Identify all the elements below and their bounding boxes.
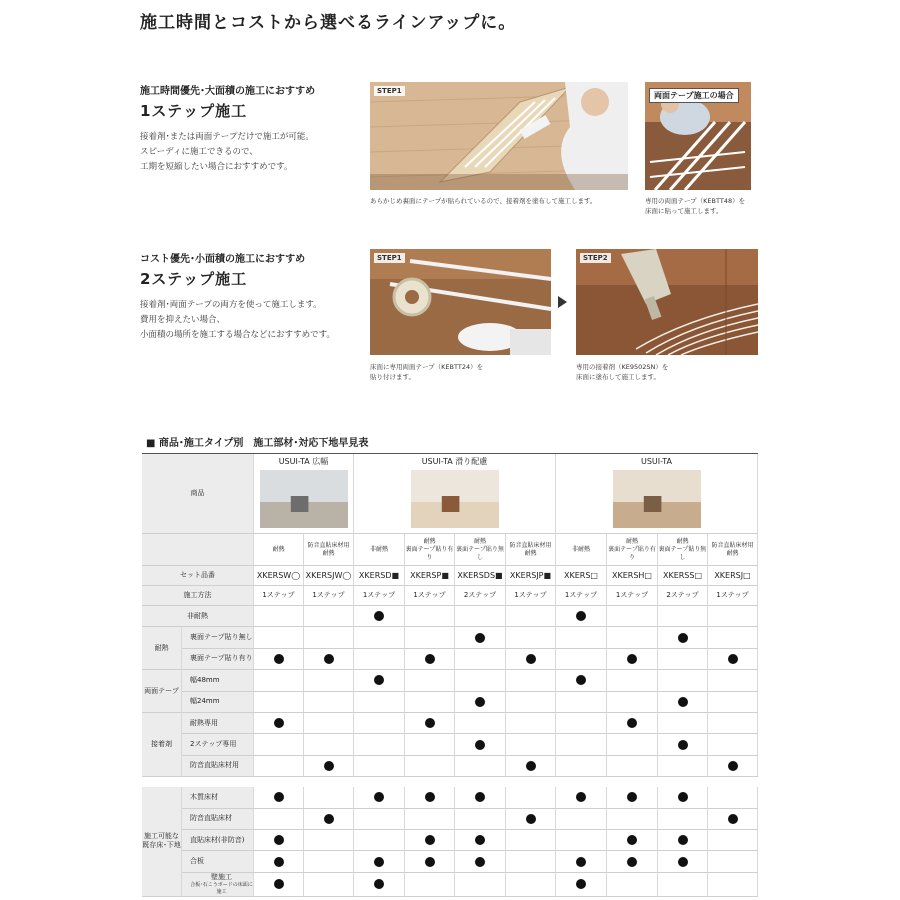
available-dot-icon — [576, 857, 586, 867]
type-cell: 非耐熱 — [354, 534, 405, 566]
mark-cell — [405, 606, 455, 627]
mark-cell — [556, 830, 607, 851]
step1-floor-photo — [370, 82, 628, 190]
available-dot-icon — [324, 761, 334, 771]
mark-cell — [455, 713, 506, 734]
available-dot-icon — [425, 857, 435, 867]
set-code-cell: XKERSW◯ — [254, 566, 304, 586]
mark-cell — [354, 830, 405, 851]
method-cell: 2ステップ — [658, 586, 708, 606]
mark-cell — [556, 809, 607, 830]
step1-caption: あらかじめ裏面にテープが貼られているので、接着剤を塗布して施工します。 — [370, 197, 597, 205]
mark-cell — [607, 787, 658, 808]
mark-cell — [254, 606, 304, 627]
set-code-cell: XKERSP■ — [405, 566, 455, 586]
row-label-cell: 防音直貼床材 — [182, 809, 254, 830]
mark-cell — [405, 830, 455, 851]
row-label-cell: 防音直貼床材用 — [182, 756, 254, 777]
row-label-cell: 幅48mm — [182, 670, 254, 691]
mark-cell — [405, 692, 455, 713]
mark-cell — [254, 830, 304, 851]
available-dot-icon — [627, 654, 637, 664]
mark-cell — [658, 756, 708, 777]
mark-cell — [658, 851, 708, 872]
product-group-cell — [354, 454, 556, 534]
row-sublabel-text: 合板･石こうボードの床面に施工 — [190, 881, 253, 895]
product-group-name: USUI-TA 広幅 — [278, 457, 329, 466]
mark-cell — [708, 809, 758, 830]
section2-step2-label: STEP2 — [580, 253, 611, 263]
step1-tape-photo — [370, 249, 551, 355]
mark-cell — [354, 734, 405, 755]
mark-cell — [708, 756, 758, 777]
mark-cell — [455, 851, 506, 872]
available-dot-icon — [728, 814, 738, 824]
available-dot-icon — [425, 718, 435, 728]
mark-cell — [304, 692, 354, 713]
product-group-name: USUI-TA — [640, 457, 673, 466]
available-dot-icon — [728, 761, 738, 771]
mark-cell — [556, 713, 607, 734]
mark-cell — [405, 734, 455, 755]
mark-cell — [607, 649, 658, 670]
row-group-cell: 施工可能な 既存床･下地 — [142, 787, 182, 897]
mark-cell — [658, 830, 708, 851]
next-step-arrow-icon — [558, 296, 567, 308]
method-cell: 1ステップ — [354, 586, 405, 606]
mark-cell — [556, 670, 607, 691]
mark-cell — [455, 692, 506, 713]
mark-cell — [506, 627, 556, 648]
mark-cell — [354, 809, 405, 830]
mark-cell — [708, 851, 758, 872]
set-code-cell: XKERSJW◯ — [304, 566, 354, 586]
mark-cell — [254, 787, 304, 808]
row-group-cell: 耐熱 — [142, 627, 182, 670]
mark-cell — [455, 809, 506, 830]
section1-title: 1ステップ施工 — [140, 102, 248, 120]
mark-cell — [607, 809, 658, 830]
mark-cell — [556, 851, 607, 872]
mark-cell — [354, 692, 405, 713]
mark-cell — [405, 713, 455, 734]
mark-cell — [708, 692, 758, 713]
mark-cell — [455, 627, 506, 648]
available-dot-icon — [576, 879, 586, 889]
mark-cell — [405, 756, 455, 777]
mark-cell — [506, 873, 556, 897]
mark-cell — [607, 713, 658, 734]
available-dot-icon — [475, 857, 485, 867]
available-dot-icon — [274, 835, 284, 845]
available-dot-icon — [678, 633, 688, 643]
mark-cell — [304, 606, 354, 627]
mark-cell — [658, 713, 708, 734]
available-dot-icon — [627, 835, 637, 845]
mark-cell — [506, 809, 556, 830]
mark-cell — [658, 787, 708, 808]
mark-cell — [254, 851, 304, 872]
product-header-cell: 商品 — [142, 454, 254, 534]
method-cell: 1ステップ — [556, 586, 607, 606]
product-room-photo — [260, 470, 348, 528]
mark-cell — [304, 787, 354, 808]
mark-cell — [708, 787, 758, 808]
mark-cell — [254, 713, 304, 734]
type-cell: 耐熱 裏面テープ貼り無し — [455, 534, 506, 566]
mark-cell — [304, 734, 354, 755]
mark-cell — [354, 606, 405, 627]
mark-cell — [556, 649, 607, 670]
step2-adhesive-photo — [576, 249, 758, 355]
row-label-cell: 非耐熱 — [142, 606, 254, 627]
set-code-cell: XKERSDS■ — [455, 566, 506, 586]
mark-cell — [354, 649, 405, 670]
method-cell: 1ステップ — [304, 586, 354, 606]
row-label-cell: 裏面テープ貼り無し — [182, 627, 254, 648]
mark-cell — [506, 756, 556, 777]
available-dot-icon — [475, 835, 485, 845]
page-title: 施工時間とコストから選べるラインアップに。 — [140, 13, 517, 33]
row-label-cell — [182, 873, 254, 897]
mark-cell — [405, 627, 455, 648]
mark-cell — [607, 851, 658, 872]
section2-subtitle: コスト優先･小面積の施工におすすめ — [140, 254, 306, 265]
mark-cell — [556, 606, 607, 627]
mark-cell — [658, 670, 708, 691]
step1-label: STEP1 — [374, 86, 405, 96]
mark-cell — [658, 692, 708, 713]
set-code-cell: XKERSH□ — [607, 566, 658, 586]
mark-cell — [455, 756, 506, 777]
mark-cell — [304, 851, 354, 872]
mark-cell — [506, 692, 556, 713]
mark-cell — [254, 873, 304, 897]
mark-cell — [455, 649, 506, 670]
mark-cell — [254, 809, 304, 830]
row-label-cell: 直貼床材(非防音) — [182, 830, 254, 851]
mark-cell — [658, 606, 708, 627]
mark-cell — [607, 873, 658, 897]
mark-cell — [304, 627, 354, 648]
method-cell: 2ステップ — [455, 586, 506, 606]
mark-cell — [455, 873, 506, 897]
type-cell: 防音直貼床材用 耐熱 — [304, 534, 354, 566]
mark-cell — [607, 606, 658, 627]
set-code-cell: XKERS□ — [556, 566, 607, 586]
mark-cell — [658, 649, 708, 670]
mark-cell — [556, 756, 607, 777]
mark-cell — [354, 873, 405, 897]
mark-cell — [405, 809, 455, 830]
mark-cell — [506, 787, 556, 808]
method-cell: 1ステップ — [708, 586, 758, 606]
mark-cell — [354, 756, 405, 777]
method-cell: 1ステップ — [607, 586, 658, 606]
available-dot-icon — [425, 654, 435, 664]
available-dot-icon — [576, 675, 586, 685]
mark-cell — [556, 787, 607, 808]
product-group-cell — [556, 454, 758, 534]
available-dot-icon — [526, 654, 536, 664]
mark-cell — [304, 756, 354, 777]
type-header-cell — [142, 534, 254, 566]
mark-cell — [254, 670, 304, 691]
available-dot-icon — [627, 792, 637, 802]
available-dot-icon — [475, 633, 485, 643]
available-dot-icon — [374, 879, 384, 889]
row-label-cell: 耐熱専用 — [182, 713, 254, 734]
mark-cell — [708, 649, 758, 670]
available-dot-icon — [274, 857, 284, 867]
row-group-cell: 接着剤 — [142, 713, 182, 777]
set-code-label: セット品番 — [142, 566, 254, 586]
row-label-cell: 2ステップ専用 — [182, 734, 254, 755]
mark-cell — [354, 851, 405, 872]
mark-cell — [708, 734, 758, 755]
section1-subtitle: 施工時間優先･大面積の施工におすすめ — [140, 86, 316, 97]
product-group-name: USUI-TA 滑り配慮 — [421, 457, 488, 466]
available-dot-icon — [425, 835, 435, 845]
mark-cell — [708, 606, 758, 627]
available-dot-icon — [678, 835, 688, 845]
mark-cell — [455, 830, 506, 851]
section2-step2-caption: 専用の接着剤（KE9502SN）を 床面に塗布して施工します。 — [576, 363, 669, 381]
available-dot-icon — [274, 718, 284, 728]
available-dot-icon — [678, 697, 688, 707]
mark-cell — [506, 649, 556, 670]
mark-cell — [254, 692, 304, 713]
mark-cell — [304, 670, 354, 691]
section1-description: 接着剤･または両面テープだけで施工が可能。 スピーディに施工できるので、 工期を短縮したい場合におすすめです。 — [140, 132, 314, 172]
mark-cell — [254, 734, 304, 755]
mark-cell — [304, 873, 354, 897]
available-dot-icon — [374, 611, 384, 621]
row-label-cell: 幅24mm — [182, 692, 254, 713]
mark-cell — [405, 649, 455, 670]
mark-cell — [254, 756, 304, 777]
mark-cell — [304, 809, 354, 830]
mark-cell — [708, 873, 758, 897]
section2-step1-label: STEP1 — [374, 253, 405, 263]
type-cell: 耐熱 — [254, 534, 304, 566]
available-dot-icon — [324, 654, 334, 664]
mark-cell — [455, 670, 506, 691]
mark-cell — [556, 873, 607, 897]
available-dot-icon — [274, 879, 284, 889]
mark-cell — [708, 627, 758, 648]
type-cell: 非耐熱 — [556, 534, 607, 566]
row-group-cell: 両面テープ — [142, 670, 182, 713]
mark-cell — [354, 627, 405, 648]
row-label-cell: 木質床材 — [182, 787, 254, 808]
available-dot-icon — [627, 857, 637, 867]
mark-cell — [455, 606, 506, 627]
type-cell: 防音直貼床材用 耐熱 — [506, 534, 556, 566]
available-dot-icon — [374, 857, 384, 867]
mark-cell — [354, 787, 405, 808]
available-dot-icon — [324, 814, 334, 824]
mark-cell — [607, 756, 658, 777]
mark-cell — [354, 670, 405, 691]
method-label: 施工方法 — [142, 586, 254, 606]
mark-cell — [556, 734, 607, 755]
mark-cell — [607, 830, 658, 851]
set-code-cell: XKERSS□ — [658, 566, 708, 586]
method-cell: 1ステップ — [254, 586, 304, 606]
set-code-cell: XKERSJP■ — [506, 566, 556, 586]
product-room-photo — [411, 470, 499, 528]
method-cell: 1ステップ — [506, 586, 556, 606]
row-label-text: 壁施工 — [211, 872, 232, 881]
product-compatibility-table — [142, 453, 758, 895]
type-cell: 耐熱 裏面テープ貼り有り — [607, 534, 658, 566]
mark-cell — [354, 713, 405, 734]
available-dot-icon — [526, 761, 536, 771]
product-room-photo — [613, 470, 701, 528]
available-dot-icon — [678, 792, 688, 802]
available-dot-icon — [475, 740, 485, 750]
type-cell: 耐熱 裏面テープ貼り有り — [405, 534, 455, 566]
available-dot-icon — [526, 814, 536, 824]
available-dot-icon — [374, 675, 384, 685]
available-dot-icon — [576, 792, 586, 802]
mark-cell — [506, 606, 556, 627]
available-dot-icon — [728, 654, 738, 664]
mark-cell — [607, 670, 658, 691]
available-dot-icon — [274, 792, 284, 802]
mark-cell — [254, 649, 304, 670]
mark-cell — [405, 873, 455, 897]
section2-title: 2ステップ施工 — [140, 270, 248, 288]
mark-cell — [506, 670, 556, 691]
mark-cell — [556, 692, 607, 713]
available-dot-icon — [627, 718, 637, 728]
mark-cell — [506, 851, 556, 872]
mark-cell — [708, 670, 758, 691]
mark-cell — [405, 851, 455, 872]
mark-cell — [506, 830, 556, 851]
mark-cell — [607, 692, 658, 713]
available-dot-icon — [374, 792, 384, 802]
mark-cell — [658, 873, 708, 897]
set-code-cell: XKERSJ□ — [708, 566, 758, 586]
mark-cell — [708, 830, 758, 851]
mark-cell — [304, 830, 354, 851]
tape-method-caption: 専用の両面テープ（KEBTT48）を 床面に貼って施工します。 — [645, 197, 746, 215]
method-cell: 1ステップ — [405, 586, 455, 606]
mark-cell — [455, 787, 506, 808]
available-dot-icon — [274, 654, 284, 664]
mark-cell — [506, 713, 556, 734]
mark-cell — [506, 734, 556, 755]
mark-cell — [708, 713, 758, 734]
mark-cell — [607, 627, 658, 648]
set-code-cell: XKERSD■ — [354, 566, 405, 586]
mark-cell — [658, 627, 708, 648]
table-heading: ■ 商品･施工タイプ別 施工部材･対応下地早見表 — [146, 438, 369, 449]
section2-step1-caption: 床面に専用両面テープ（KEBTT24）を 貼り付けます。 — [370, 363, 484, 381]
available-dot-icon — [576, 611, 586, 621]
available-dot-icon — [678, 857, 688, 867]
mark-cell — [455, 734, 506, 755]
mark-cell — [658, 734, 708, 755]
available-dot-icon — [475, 792, 485, 802]
mark-cell — [607, 734, 658, 755]
type-cell: 防音直貼床材用 耐熱 — [708, 534, 758, 566]
product-group-cell — [254, 454, 354, 534]
available-dot-icon — [475, 697, 485, 707]
mark-cell — [405, 670, 455, 691]
row-label-cell: 合板 — [182, 851, 254, 872]
section2-description: 接着剤･両面テープの両方を使って施工します。 費用を抑えたい場合、 小面積の場所を施工する場合などにおすすめです。 — [140, 300, 335, 340]
mark-cell — [254, 627, 304, 648]
mark-cell — [658, 809, 708, 830]
tape-method-label: 両面テープ施工の場合 — [649, 88, 739, 103]
type-cell: 耐熱 裏面テープ貼り無し — [658, 534, 708, 566]
mark-cell — [405, 787, 455, 808]
available-dot-icon — [678, 740, 688, 750]
mark-cell — [556, 627, 607, 648]
mark-cell — [304, 649, 354, 670]
row-label-cell: 裏面テープ貼り有り — [182, 649, 254, 670]
mark-cell — [304, 713, 354, 734]
available-dot-icon — [425, 792, 435, 802]
